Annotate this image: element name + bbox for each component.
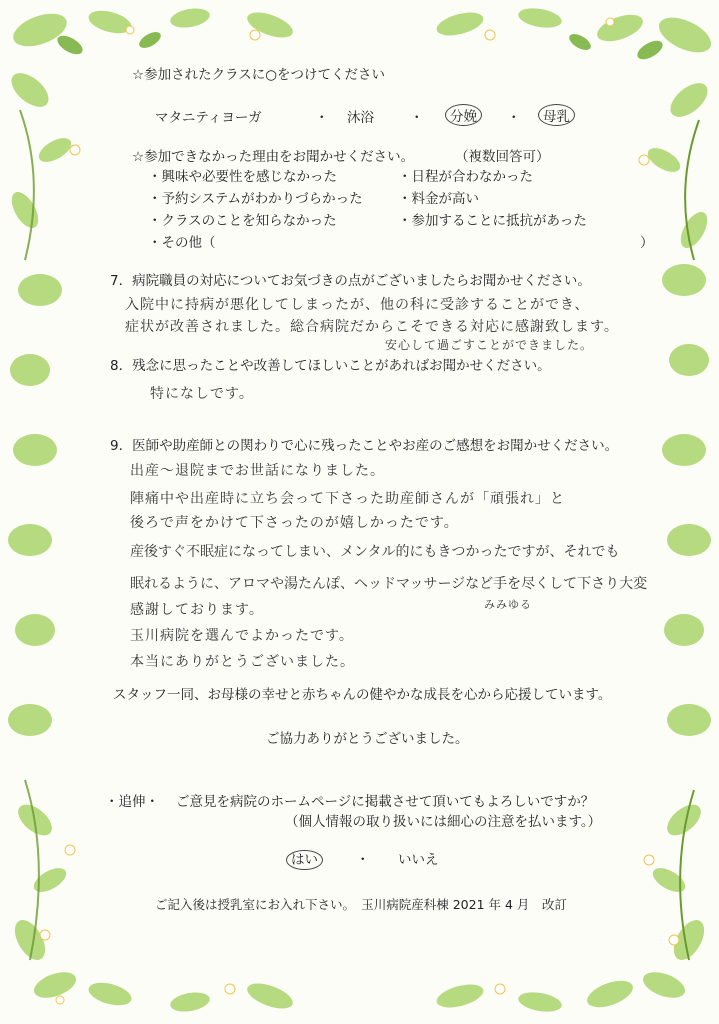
reason-option-no-interest[interactable]: ・興味や必要性を感じなかった <box>148 169 337 185</box>
q9-answer-line-1: 出産～退院までお世話になりました。 <box>130 463 385 479</box>
leaf-border-bottom <box>0 954 719 1024</box>
q9-answer-line-8: 本当にありがとうございました。 <box>130 654 355 670</box>
closing-message: スタッフ一同、お母様の幸せと赤ちゃんの健やかな成長を心から応援しています。 <box>113 687 612 703</box>
consent-yes-circled[interactable]: はい <box>286 850 323 870</box>
postscript-question: ご意見を病院のホームページに掲載させて頂いてもよろしいですか？ <box>176 794 595 810</box>
class-option-separator: ・ <box>410 110 424 126</box>
consent-separator: ・ <box>356 852 370 868</box>
q8-question: 8．残念に思ったことや改善してほしいことがあればお聞かせください。 <box>110 358 551 374</box>
leaf-border-left <box>0 0 90 1024</box>
reason-question-note: （複数回答可） <box>455 149 550 165</box>
reason-other-close-paren: ） <box>640 235 654 251</box>
reason-option-other[interactable]: ・その他（ <box>148 235 216 251</box>
consent-no[interactable]: いいえ <box>398 852 439 868</box>
reason-option-price[interactable]: ・料金が高い <box>398 191 479 207</box>
q7-question: 7．病院職員の対応についてお気づきの点がございましたらお聞かせください。 <box>110 273 591 289</box>
class-option-separator: ・ <box>507 110 521 126</box>
thank-you-message: ご協力ありがとうございました。 <box>266 731 469 747</box>
postscript-label: ・追伸・ <box>105 794 159 810</box>
class-option-breastfeeding-circled[interactable]: 母乳 <box>538 104 575 126</box>
reason-option-reluctant[interactable]: ・参加することに抵抗があった <box>398 213 587 229</box>
class-option-delivery-circled[interactable]: 分娩 <box>445 104 482 126</box>
q7-answer-line-1: 入院中に持病が悪化してしまったが、他の科に受診することができ、 <box>125 297 590 313</box>
reason-question-heading: ☆参加できなかった理由をお聞かせください。 <box>132 149 415 165</box>
leaf-border-right <box>629 0 719 1024</box>
class-question-heading: ☆参加されたクラスに○をつけてください <box>132 67 385 83</box>
q9-answer-line-2: 陣痛中や出産時に立ち会って下さった助産師さんが「頑張れ」と <box>130 491 565 507</box>
class-option-maternity-yoga[interactable]: マタニティヨーガ <box>155 110 262 126</box>
q9-answer-insertion: みみゆる <box>484 598 532 611</box>
class-option-separator: ・ <box>315 110 329 126</box>
q9-answer-line-7: 玉川病院を選んでよかったです。 <box>130 628 354 644</box>
reason-option-booking-system[interactable]: ・予約システムがわかりづらかった <box>148 191 363 207</box>
q9-question: 9．医師や助産師との関わりで心に残ったことやお産のご感想をお聞かせください。 <box>110 438 619 454</box>
class-option-bathing[interactable]: 沐浴 <box>347 110 374 126</box>
q8-answer: 特になしです。 <box>150 386 254 402</box>
q9-answer-line-5: 眠れるように、アロマや湯たんぽ、ヘッドマッサージなど手を尽くして下さり大変 <box>130 576 648 592</box>
footer-note: ご記入後は授乳室にお入れ下さい。 玉川病院産科棟 2021 年 4 月 改訂 <box>155 897 567 912</box>
q7-answer-line-2: 症状が改善されました。総合病院だからこそできる対応に感謝致します。 <box>125 319 619 335</box>
q9-answer-line-6: 感謝しております。 <box>130 602 264 618</box>
q7-answer-line-3: 安心して過ごすことができました。 <box>385 338 594 352</box>
q9-answer-line-4: 産後すぐ不眠症になってしまい、メンタル的にもきつかったですが、それでも <box>130 544 620 560</box>
leaf-border-top <box>0 0 719 75</box>
reason-option-schedule[interactable]: ・日程が合わなかった <box>398 169 533 185</box>
q9-answer-line-3: 後ろで声をかけて下さったのが嬉しかったです。 <box>130 515 459 531</box>
reason-option-unaware[interactable]: ・クラスのことを知らなかった <box>148 213 337 229</box>
postscript-note: （個人情報の取り扱いには細心の注意を払います。） <box>285 814 602 830</box>
